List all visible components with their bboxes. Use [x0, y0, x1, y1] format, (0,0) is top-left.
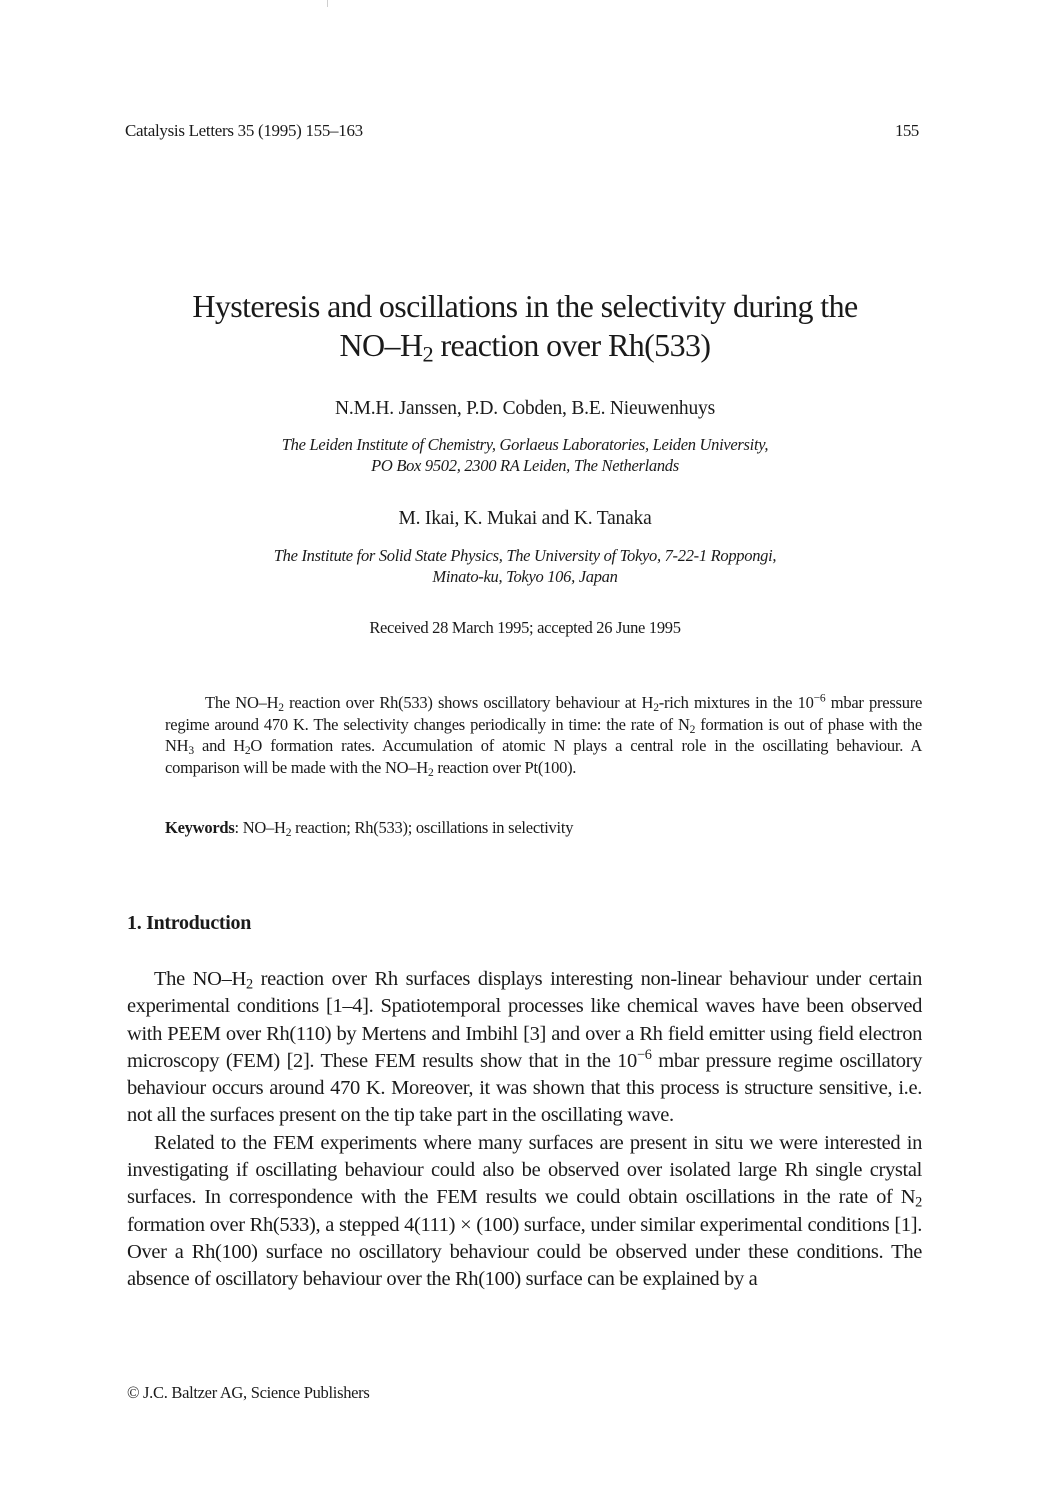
author-group-1: N.M.H. Janssen, P.D. Cobden, B.E. Nieuwenhuys [335, 398, 715, 419]
title-line-2: $NO-H_2$ reaction over Rh(533) [339, 327, 711, 367]
keywords-label: Keywords [165, 818, 235, 837]
paragraph-1: The $NO-H_2$ reaction over Rh surfaces displays interesting non-linear behaviour under certain experimental conditions [1–4]. Spatiotemporal processes like chemical waves have been observed with PEEM over Rh(110) by Mertens and Imbihl [3] and over a Rh field emitter using field electron microscopy (FEM) [2]. These FEM results show that in the $10^{-6}$ mbar pressure regime oscillatory behaviour occurs around 470 K. Moreover, it was shown that this process is structure sensitive, i.e. not all the surfaces present on the tip take part in the oscillating wave. [127, 968, 923, 1127]
paper-title [0, 287, 1050, 365]
affiliation-1: The Leiden Institute of Chemistry, Gorlaeus Laboratories, Leiden University, PO Box 9502, 2300 RA Leiden, The Netherlands [281, 435, 769, 475]
title-line-1: Hysteresis and oscillations in the selectivity during the [192, 288, 858, 324]
author-group-2: M. Ikai, K. Mukai and K. Tanaka [398, 508, 652, 529]
keywords: Keywords: $NO-H_2$ reaction; Rh(533); oscillations in selectivity [165, 818, 574, 839]
paragraph-2: Related to the FEM experiments where many surfaces are present in situ we were interested in investigating if oscillating behaviour could also be observed over isolated large Rh single crystal surfaces. In correspondence with the FEM results we could obtain oscillations in the rate of $N_2$ formation over Rh(533), a stepped 4(111) × (100) surface, under similar experimental conditions [1]. Over a Rh(100) surface no oscillatory behaviour could be observed under these conditions. The absence of oscillatory behaviour over the Rh(100) surface can be explained by a [127, 1131, 922, 1291]
abstract: The $NO-H_2$ reaction over Rh(533) shows oscillatory behaviour at $H_2$-rich mixtures in the $10^{-6}$ mbar pressure regime around 470 K. The selectivity changes periodically in time: the rate of $N_2$ formation is out of phase with the $NH_3$ and $H_2O$ formation rates. Accumulation of atomic N plays a central role in the oscillating behaviour. A comparison will be made with the $NO-H_2$ reaction over Pt(100). [165, 692, 923, 779]
introduction-body [127, 966, 922, 1294]
page-number: 155 [895, 121, 919, 140]
scan-mark [327, 0, 328, 7]
journal-citation: Catalysis Letters 35 (1995) 155–163 [125, 121, 363, 140]
copyright-footer: © J.C. Baltzer AG, Science Publishers [127, 1383, 370, 1402]
received-dates: Received 28 March 1995; accepted 26 June 1995 [369, 618, 681, 637]
section-heading: 1. Introduction [127, 912, 252, 934]
affiliation-2: The Institute for Solid State Physics, The University of Tokyo, 7-22-1 Roppongi, Minato-ku, Tokyo 106, Japan [273, 546, 777, 586]
